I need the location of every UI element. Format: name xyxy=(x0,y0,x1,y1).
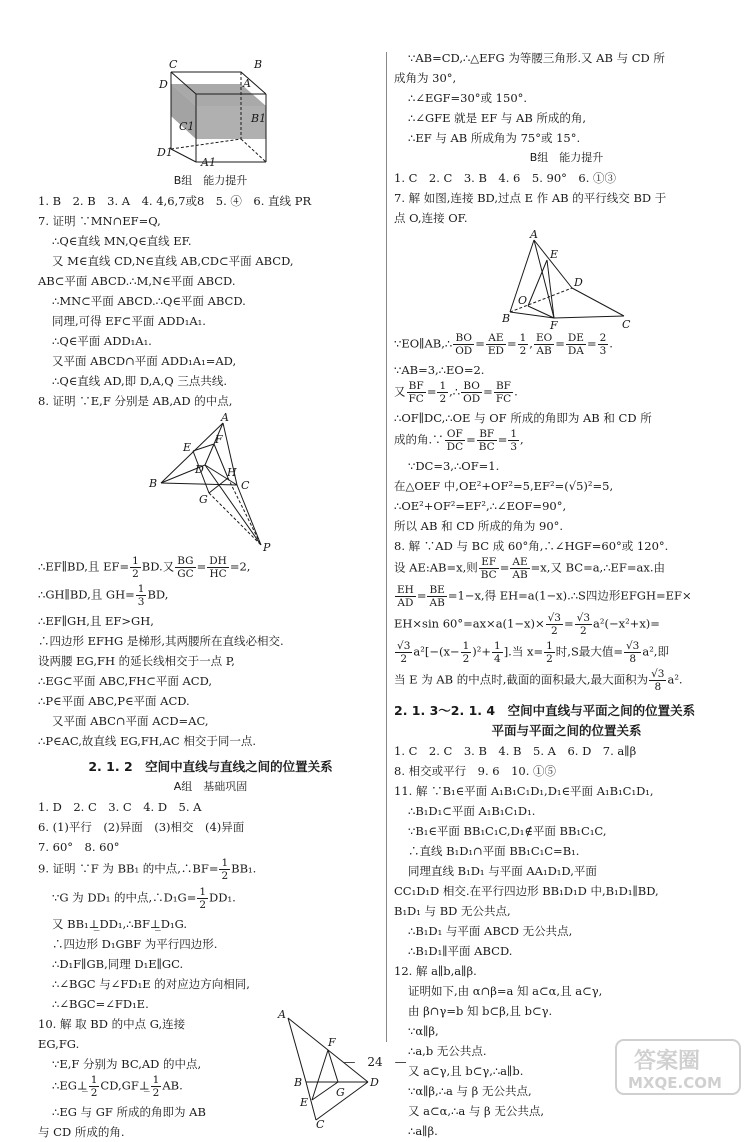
answer-line: 同理直线 B₁D₁ 与平面 AA₁D₁D,平面 xyxy=(408,864,597,878)
answer-line: ∴P∈平面 ABC,P∈平面 ACD. xyxy=(38,694,190,708)
answer-line: $\frac{√3}{2}$ a²[−(x− $\frac{1}{2}$ )²+ $\frac{1}{4}$ ].当 x= $\frac{1}{2}$ 时,S最大值= $\frac{√3}{8}$ a²,即 xyxy=(397,640,669,665)
fig2-label: D xyxy=(194,463,204,476)
answer-line: 当 E 为 AB 的中点时,截面的面积最大,最大面积为 $\frac{√3}{8}$ a². xyxy=(394,668,683,693)
answer-line: 11. 解 ∵B₁∈平面 A₁B₁C₁D₁,D₁∈平面 A₁B₁C₁D₁, xyxy=(394,784,654,798)
fig3-label: C xyxy=(316,1118,325,1128)
answer-line: ∴EF 与 AB 所成角为 75°或 15°. xyxy=(408,131,581,145)
answer-line: ∵α∥β,∴a 与 β 无公共点, xyxy=(408,1084,532,1098)
answer-line: 又 a⊂γ,且 b⊂γ,∴a∥b. xyxy=(408,1064,524,1078)
answer-line: 1. D 2. C 3. C 4. D 5. A xyxy=(38,800,202,814)
answer-line: ∴EF∥BD,且 EF= $\frac{1}{2}$ BD.又 $\frac{BG}{GC}$ = $\frac{DH}{HC}$ =2, xyxy=(38,555,251,580)
answer-line: ∴OE²+OF²=EF²,∴∠EOF=90°, xyxy=(394,499,567,513)
fig4-label: O xyxy=(517,294,527,307)
answer-line: 1. C 2. C 3. B 4. 6 5. 90° 6. ①③ xyxy=(394,171,617,185)
answer-line: 同理,可得 EF⊂平面 ADD₁A₁. xyxy=(52,314,206,328)
answer-line: ∵EO∥AB,∴ $\frac{BO}{OD}$ = $\frac{AE}{ED}$ = $\frac{1}{2}$ , $\frac{EO}{AB}$ = $\frac{DE}{DA}$ = $\frac{2}{3}$ . xyxy=(394,332,613,357)
answer-line: 8. 相交或平行 9. 6 10. ①⑤ xyxy=(394,764,557,778)
fig3-label: G xyxy=(336,1086,345,1099)
group-b-heading: B组 能力提升 xyxy=(529,151,604,164)
fig1-label: C1 xyxy=(178,120,194,133)
fig2-label: B xyxy=(148,477,157,490)
answer-line: 点 O,连接 OF. xyxy=(394,211,468,225)
answer-line: ∴GH∥BD,且 GH= $\frac{1}{3}$ BD, xyxy=(38,583,169,608)
answer-line: CC₁D₁D 相交.在平行四边形 BB₁D₁D 中,B₁D₁∥BD, xyxy=(394,884,659,898)
answer-line: 又 $\frac{BF}{FC}$ = $\frac{1}{2}$ ,∴ $\frac{BO}{OD}$ = $\frac{BF}{FC}$ . xyxy=(394,380,518,405)
pyramid-figure xyxy=(502,230,632,330)
fig3-label: A xyxy=(278,1010,286,1021)
fig2-label: G xyxy=(198,493,208,506)
answer-line: ∵G 为 DD₁ 的中点,∴D₁G= $\frac{1}{2}$ DD₁. xyxy=(52,886,236,911)
fig4-label: B xyxy=(501,312,510,325)
fig3-label: B xyxy=(294,1076,303,1089)
answer-line: 7. 60° 8. 60° xyxy=(38,840,120,854)
answer-line: ∴∠BGC 与∠FD₁E 的对应边方向相同, xyxy=(52,977,250,991)
fig4-label: C xyxy=(621,318,630,330)
fig2-label: P xyxy=(262,541,270,553)
left-column xyxy=(38,52,383,1142)
watermark-top: 答案圈 xyxy=(634,1049,701,1074)
answer-line: ∴EF∥GH,且 EF>GH, xyxy=(38,614,154,628)
fig2-label: H xyxy=(226,466,237,479)
problem-10-block xyxy=(38,1010,383,1142)
column-divider xyxy=(386,52,387,1042)
answer-line: 在△OEF 中,OE²+OF²=5,EF²=(√5)²=5, xyxy=(394,479,614,493)
answer-line: EG,FG. xyxy=(38,1037,80,1051)
fig1-label: B xyxy=(253,58,262,71)
answer-line: 7. 证明 ∵MN∩EF=Q, xyxy=(38,214,161,228)
fig4-label: E xyxy=(549,248,558,261)
answer-line: $\frac{EH}{AD}$ = $\frac{BE}{AB}$ =1−x,得 EH=a(1−x).∴S四边形EFGH=EF× xyxy=(397,584,692,609)
watermark-bottom: MXQE.COM xyxy=(628,1074,722,1092)
fig2-label: F xyxy=(214,433,223,446)
fig3-label: E xyxy=(300,1096,309,1109)
answer-line: 由 β∩γ=b 知 b⊂β,且 b⊂γ. xyxy=(408,1004,553,1018)
answer-line: 1. B 2. B 3. A 4. 4,6,7或8 5. ④ 6. 直线 PR xyxy=(38,194,312,208)
answer-line: ∴B₁D₁⊂平面 A₁B₁C₁D₁. xyxy=(408,804,536,818)
group-b-heading: B组 能力提升 xyxy=(173,174,248,187)
answer-line: 6. (1)平行 (2)异面 (3)相交 (4)异面 xyxy=(38,820,245,834)
answer-line: ∴直线 B₁D₁∩平面 BB₁C₁C=B₁. xyxy=(408,844,580,858)
answer-line: 8. 解 ∵AD 与 BC 成 60°角,∴∠HGF=60°或 120°. xyxy=(394,539,669,553)
fig1-label: D1 xyxy=(156,146,173,159)
section-heading: 平面与平面之间的位置关系 xyxy=(491,723,642,738)
answer-line: 又平面 ABC∩平面 ACD=AC, xyxy=(52,714,209,728)
answer-line: 1. C 2. C 3. B 4. B 5. A 6. D 7. a∥β xyxy=(394,744,637,758)
answer-line: 9. 证明 ∵F 为 BB₁ 的中点,∴BF= $\frac{1}{2}$ BB₁. xyxy=(38,857,257,882)
fig2-label: C xyxy=(240,479,249,492)
answer-line: 12. 解 a∥b,a∥β. xyxy=(394,964,477,978)
fig1-label: B1 xyxy=(250,112,266,125)
answer-line: ∴EG⊂平面 ABC,FH⊂平面 ACD, xyxy=(38,674,213,688)
answer-line: ∵DC=3,∴OF=1. xyxy=(408,459,500,473)
answer-line: 成角为 30°, xyxy=(394,71,457,85)
cube-figure xyxy=(151,54,271,169)
answer-line: ∵E,F 分别为 BC,AD 的中点, xyxy=(52,1057,202,1071)
answer-line: 所以 AB 和 CD 所成的角为 90°. xyxy=(394,519,564,533)
fig4-label: F xyxy=(549,319,558,330)
answer-line: 7. 解 如图,连接 BD,过点 E 作 AB 的平行线交 BD 于 xyxy=(394,191,667,205)
fig2-label: A xyxy=(220,413,229,424)
answer-line: 证明如下,由 α∩β=a 知 a⊂α,且 a⊂γ, xyxy=(408,984,603,998)
group-a-heading: A组 基础巩固 xyxy=(173,780,248,793)
answer-line: ∴Q∈直线 AD,即 D,A,Q 三点共线. xyxy=(52,374,228,388)
answer-line: ∵α∥β, xyxy=(408,1024,439,1038)
fig1-label: C xyxy=(168,58,177,71)
answer-line: AB⊂平面 ABCD.∴M,N∈平面 ABCD. xyxy=(38,274,236,288)
fig2-label: E xyxy=(182,441,191,454)
fig3-label: D xyxy=(370,1076,379,1089)
answer-line: 又 M∈直线 CD,N∈直线 AB,CD⊂平面 ABCD, xyxy=(52,254,294,268)
answer-line: 设两腰 EG,FH 的延长线相交于一点 P, xyxy=(38,654,235,668)
fig1-label: A1 xyxy=(200,156,216,169)
answer-line: B₁D₁ 与 BD 无公共点, xyxy=(394,904,511,918)
answer-line: EH×sin 60°=ax×a(1−x)× $\frac{√3}{2}$ = $\frac{√3}{2}$ a²(−x²+x)= xyxy=(394,612,660,637)
answer-line: ∴B₁D₁ 与平面 ABCD 无公共点, xyxy=(408,924,573,938)
answer-line: ∴∠EGF=30°或 150°. xyxy=(408,91,528,105)
fig1-label: A xyxy=(242,77,251,90)
fig4-label: D xyxy=(573,276,583,289)
answer-line: ∴EG⊥̲ $\frac{1}{2}$ CD,GF⊥̲ $\frac{1}{2}$ AB. xyxy=(52,1074,183,1099)
answer-line: ∵B₁∈平面 BB₁C₁C,D₁∉平面 BB₁C₁C, xyxy=(408,824,607,838)
answer-line: 10. 解 取 BD 的中点 G,连接 xyxy=(38,1017,186,1031)
answer-line: ∴P∈AC,故直线 EG,FH,AC 相交于同一点. xyxy=(38,734,256,748)
answer-line: 设 AE:AB=x,则 $\frac{EF}{BC}$ = $\frac{AE}{AB}$ =x,又 BC=a,∴EF=ax.由 xyxy=(394,556,666,581)
answer-line: ∵AB=CD,∴△EFG 为等腰三角形.又 AB 与 CD 所 xyxy=(408,51,665,65)
answer-line: 又平面 ABCD∩平面 ADD₁A₁=AD, xyxy=(52,354,237,368)
fig3-label: F xyxy=(328,1036,336,1049)
answer-line: ∴四边形 D₁GBF 为平行四边形. xyxy=(52,937,218,951)
fig4-label: A xyxy=(529,230,538,241)
answer-line: 成的角.∵ $\frac{OF}{DC}$ = $\frac{BF}{BC}$ = $\frac{1}{3}$ , xyxy=(394,428,524,453)
answer-line: ∴四边形 EFHG 是梯形,其两腰所在直线必相交. xyxy=(38,634,284,648)
fig1-label: D xyxy=(158,78,168,91)
answer-line: 又 BB₁⊥̲DD₁,∴BF⊥̲D₁G. xyxy=(52,917,188,931)
answer-line: ∴B₁D₁∥平面 ABCD. xyxy=(408,944,513,958)
answer-line: ∴∠GFE 就是 EF 与 AB 所成的角, xyxy=(408,111,587,125)
answer-line: ∴a∥β. xyxy=(408,1124,438,1138)
answer-line: ∴∠BGC=∠FD₁E. xyxy=(52,997,149,1011)
answer-line: ∴MN⊂平面 ABCD.∴Q∈平面 ABCD. xyxy=(52,294,246,308)
answer-line: ∴OF∥DC,∴OE 与 OF 所成的角即为 AB 和 CD 所 xyxy=(394,411,652,425)
answer-line: 与 CD 所成的角. xyxy=(38,1125,125,1139)
tetrahedron-figure xyxy=(141,413,281,553)
answer-line: 8. 证明 ∵E,F 分别是 AB,AD 的中点, xyxy=(38,394,233,408)
answer-line: 又 a⊂α,∴a 与 β 无公共点, xyxy=(408,1104,545,1118)
answer-line: ∴Q∈平面 ADD₁A₁. xyxy=(52,334,152,348)
answer-line: ∴EG 与 GF 所成的角即为 AB xyxy=(52,1105,206,1119)
watermark-logo xyxy=(614,1038,742,1096)
answer-line: ∴D₁F∥GB,同理 D₁E∥GC. xyxy=(52,957,184,971)
answer-line: ∴a,b 无公共点. xyxy=(408,1044,487,1058)
page-number: — 24 — xyxy=(343,1055,407,1069)
answer-line: ∵AB=3,∴EO=2. xyxy=(394,363,485,377)
section-heading: 2. 1. 3～2. 1. 4 空间中直线与平面之间的位置关系 xyxy=(394,703,696,718)
answer-line: ∴Q∈直线 MN,Q∈直线 EF. xyxy=(52,234,192,248)
section-heading: 2. 1. 2 空间中直线与直线之间的位置关系 xyxy=(88,759,333,774)
right-column xyxy=(394,48,739,1141)
